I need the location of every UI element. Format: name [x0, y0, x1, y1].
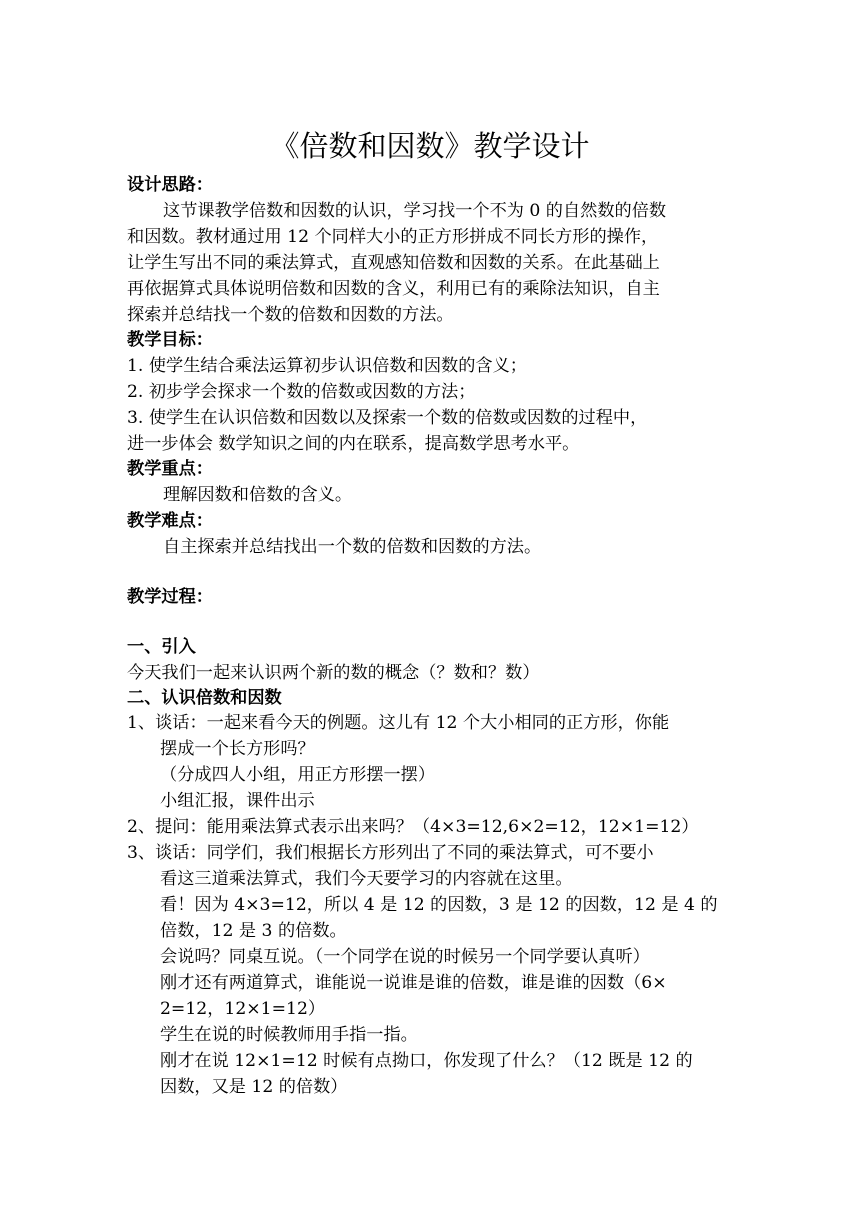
goal-item: 1. 使学生结合乘法运算初步认识倍数和因数的含义；: [127, 356, 527, 376]
goals-heading: 教学目标：: [127, 330, 213, 350]
process-line: 2=12，12×1=12）: [160, 999, 326, 1019]
process-line: 倍数，12 是 3 的倍数。: [160, 921, 347, 941]
section-heading-concepts: 二、认识倍数和因数: [127, 688, 282, 708]
key-point-text: 理解因数和倍数的含义。: [163, 485, 353, 505]
process-heading: 教学过程：: [127, 587, 213, 607]
key-point-heading: 教学重点：: [127, 459, 213, 479]
process-line: 学生在说的时候教师用手指一指。: [160, 1025, 418, 1045]
process-line: 刚才还有两道算式，谁能说一说谁是谁的倍数，谁是谁的因数（6×: [160, 973, 667, 993]
process-line: 会说吗？同桌互说。（一个同学在说的时候另一个同学要认真听）: [160, 947, 650, 967]
difficulty-heading: 教学难点：: [127, 511, 213, 531]
process-line: 看！因为 4×3=12，所以 4 是 12 的因数，3 是 12 的因数，12 是 4 的: [160, 895, 718, 915]
goal-item: 进一步体会 数学知识之间的内在联系，提高数学思考水平。: [127, 434, 580, 454]
process-line: 刚才在说 12×1=12 时候有点拗口，你发现了什么？（12 既是 12 的: [160, 1051, 693, 1071]
process-line: 2、提问：能用乘法算式表示出来吗？（4×3=12,6×2=12，12×1=12）: [127, 817, 699, 837]
design-idea-line: 探索并总结找一个数的倍数和因数的方法。: [127, 305, 454, 325]
process-line: 看这三道乘法算式，我们今天要学习的内容就在这里。: [160, 869, 573, 889]
process-line: 小组汇报，课件出示: [160, 791, 315, 811]
difficulty-text: 自主探索并总结找出一个数的倍数和因数的方法。: [163, 537, 542, 557]
design-idea-line: 这节课教学倍数和因数的认识，学习找一个不为 0 的自然数的倍数: [163, 201, 667, 221]
process-line: 摆成一个长方形吗？: [160, 739, 315, 759]
process-line: 3、谈话：同学们，我们根据长方形列出了不同的乘法算式，可不要小: [127, 843, 654, 863]
section-heading-intro: 一、引入: [127, 637, 196, 657]
process-line: 1、谈话：一起来看今天的例题。这儿有 12 个大小相同的正方形，你能: [127, 713, 670, 733]
document-title: 《倍数和因数》教学设计: [270, 129, 590, 163]
process-line: 因数，又是 12 的倍数）: [160, 1077, 348, 1097]
goal-item: 2. 初步学会探求一个数的倍数或因数的方法；: [127, 382, 476, 402]
design-idea-line: 再依据算式具体说明倍数和因数的含义，利用已有的乘除法知识，自主: [127, 279, 660, 299]
design-idea-heading: 设计思路：: [127, 175, 213, 195]
intro-text: 今天我们一起来认识两个新的数的概念（？数和？数）: [127, 663, 540, 683]
goal-item: 3. 使学生在认识倍数和因数以及探索一个数的倍数或因数的过程中，: [127, 408, 648, 428]
design-idea-line: 和因数。教材通过用 12 个同样大小的正方形拼成不同长方形的操作，: [127, 227, 659, 247]
process-line: （分成四人小组，用正方形摆一摆）: [160, 765, 436, 785]
design-idea-line: 让学生写出不同的乘法算式，直观感知倍数和因数的关系。在此基础上: [127, 253, 660, 273]
